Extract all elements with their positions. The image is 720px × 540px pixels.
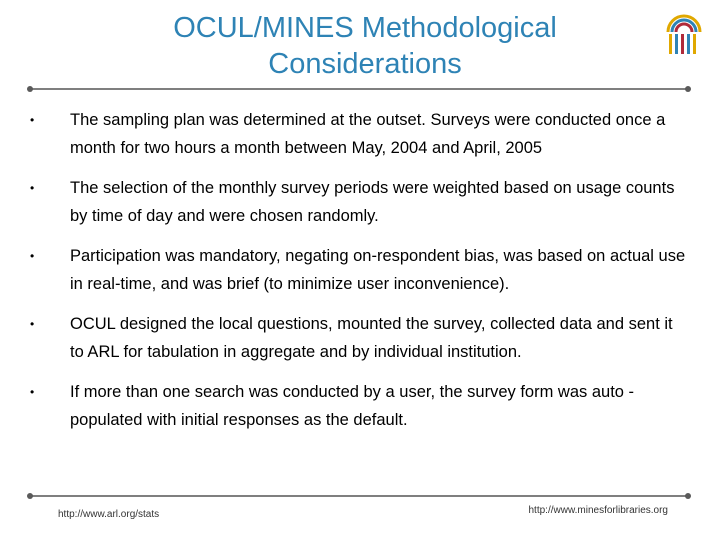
footer-link-mines[interactable]: http://www.minesforlibraries.org — [528, 505, 668, 516]
slide-title-line-2: Considerations — [268, 48, 462, 80]
bullet-dot: • — [30, 385, 35, 399]
bullet-text: Participation was mandatory, negating on-respondent bias, was based on actual use in real-time, and was brief (to minimize user inconvenience). — [70, 247, 686, 293]
list-item — [30, 242, 690, 298]
slide-title-line-1: OCUL/MINES Methodological — [173, 12, 557, 44]
bottom-divider — [30, 495, 688, 497]
bullet-text: OCUL designed the local questions, mounted the survey, collected data and sent it to ARL for tabulation in aggregate and by individual institution. — [70, 315, 673, 361]
bullet-list — [30, 106, 690, 446]
footer-link-arl[interactable]: http://www.arl.org/stats — [58, 509, 160, 520]
arl-logo-icon — [664, 12, 704, 56]
list-item — [30, 378, 690, 434]
bullet-dot: • — [30, 181, 35, 195]
bullet-dot: • — [30, 249, 35, 263]
bullet-dot: • — [30, 317, 35, 331]
bullet-text: The sampling plan was determined at the outset. Surveys were conducted once a month for two hours a month between May, 2004 and April, 2005 — [70, 111, 666, 157]
top-divider — [30, 88, 688, 90]
bullet-text: If more than one search was conducted by a user, the survey form was auto -populated with initial responses as the default. — [70, 383, 635, 429]
list-item — [30, 106, 690, 162]
slide-title — [40, 10, 690, 82]
bullet-text: The selection of the monthly survey periods were weighted based on usage counts by time of day and were chosen randomly. — [70, 179, 675, 225]
bullet-dot: • — [30, 113, 35, 127]
list-item — [30, 310, 690, 366]
list-item — [30, 174, 690, 230]
